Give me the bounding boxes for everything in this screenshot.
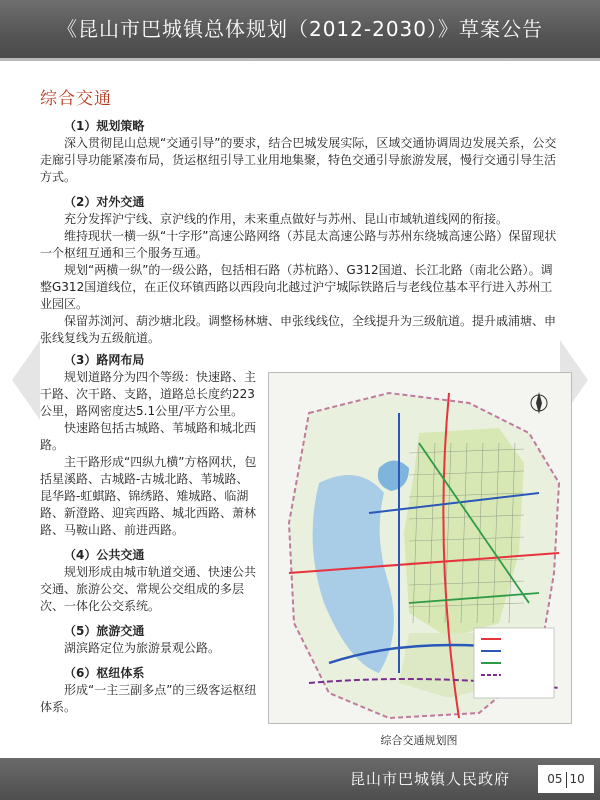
section-heading: （4）公共交通 <box>64 548 145 562</box>
paragraph: 保留苏浏河、葫沙塘北段。调整杨林塘、申张线线位，全线提升为三级航道。提升戚浦塘、申张线复线为五级航道。 <box>40 314 557 345</box>
paragraph: 规划道路分为四个等级：快速路、主干路、次干路、支路，道路总长度约223公里，路网密度达5.1公里/平方公里。 <box>40 370 257 418</box>
page-separator <box>566 772 567 788</box>
paragraph: 快速路包括古城路、苇城路和城北西路。 <box>40 421 257 452</box>
paragraph: 维持现状一横一纵“十字形”高速公路网络（苏昆太高速公路与苏州东绕城高速公路）保留现状一个枢纽互通和三个服务互通。 <box>40 229 557 260</box>
paragraph: 深入贯彻昆山总规“交通引导”的要求，结合巴城发展实际，区域交通协调周边发展关系，公交走廊引导功能紧凑布局，货运枢纽引导工业用地集聚，特色交通引导旅游发展，慢行交通引导生活方式。 <box>40 136 557 184</box>
paragraph: 规划“两横一纵”的一级公路，包括相石路（苏杭路）、G312国道、长江北路（南北公路）。调整G312国道线位，在正仪环镇西路以西段向北越过沪宁城际铁路后与老线位基本平行进入苏州工业园区。 <box>40 263 553 311</box>
section-heading: （1）规划策略 <box>64 119 145 133</box>
page-number <box>538 765 594 793</box>
lower-content <box>40 352 260 716</box>
section-heading: （2）对外交通 <box>64 195 145 209</box>
page-footer <box>0 758 600 800</box>
paragraph: 湖滨路定位为旅游景观公路。 <box>64 641 221 655</box>
header-title: 《昆山市巴城镇总体规划（2012-2030）》草案公告 <box>56 17 543 41</box>
header-divider <box>0 58 600 61</box>
section-heading: （6）枢纽体系 <box>64 666 145 680</box>
paragraph: 主干路形成“四纵九横”方格网状，包括星溪路、古城路-古城北路、苇城路、昆华路-虹蜞路、锦绣路、雉城路、临湖路、新澄路、迎宾西路、城北西路、萧林路、马鞍山路、前进西路。 <box>40 455 257 537</box>
paragraph: 充分发挥沪宁线、京沪线的作用，未来重点做好与苏州、昆山市域轨道线网的衔接。 <box>64 212 509 226</box>
paragraph: 形成“一主三副多点”的三级客运枢纽体系。 <box>40 683 257 714</box>
page-total: 10 <box>569 772 585 786</box>
map-graphic <box>269 373 571 723</box>
section-title: 综合交通 <box>40 89 112 109</box>
transport-plan-map <box>268 372 572 724</box>
section-heading: （3）路网布局 <box>64 353 145 367</box>
upper-content <box>40 118 560 347</box>
arrow-left-icon <box>12 340 40 420</box>
section-heading: （5）旅游交通 <box>64 624 145 638</box>
paragraph: 规划形成由城市轨道交通、快速公共交通、旅游公交、常规公交组成的多层次、一体化公交系统。 <box>40 565 257 613</box>
map-caption: 综合交通规划图 <box>380 734 458 747</box>
footer-organization: 昆山市巴城镇人民政府 <box>350 770 511 788</box>
page-current: 05 <box>547 772 563 786</box>
page-header <box>0 0 600 58</box>
